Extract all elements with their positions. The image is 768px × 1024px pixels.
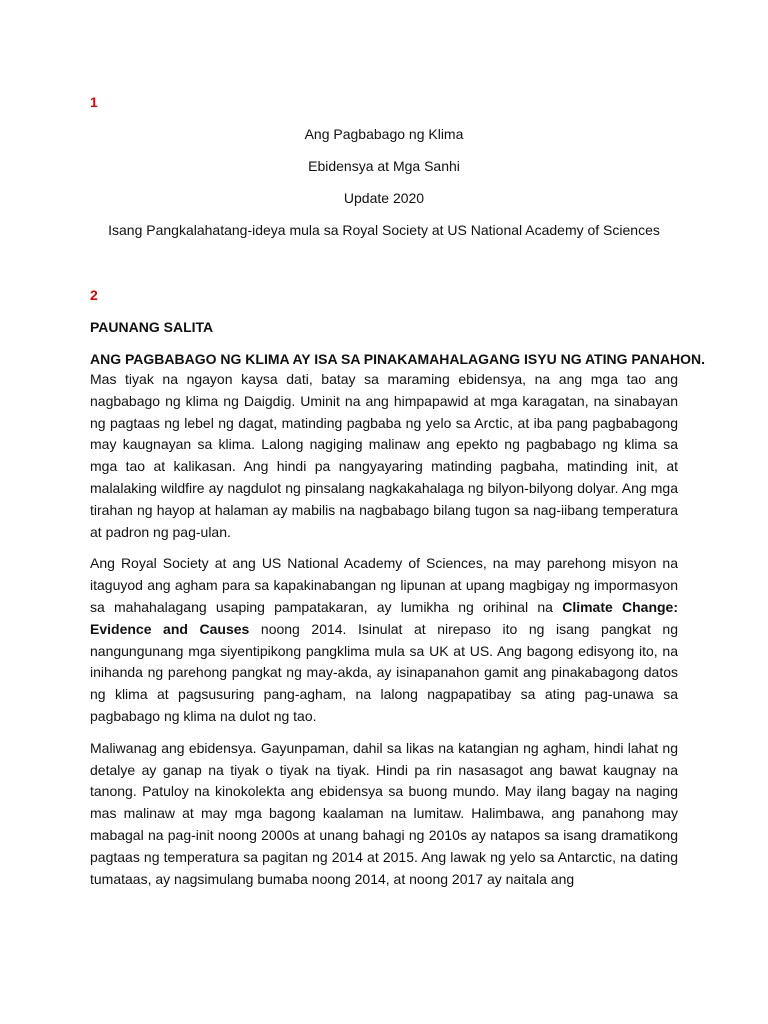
document-subtitle: Ebidensya at Mga Sanhi	[308, 158, 460, 174]
paragraph-2-text-b: noong 2014. Isinulat at nirepaso ito ng isang pangkat ng nangungunang mga siyentipikong pangklima mula sa UK at US. Ang bagong edisyong ito, na inihanda ng parehong pangkat ng may-akda, ay isinapanahon gamit ang pinakabagong datos ng klima at pagsusuring pang-agham, na lalong nagpapatibay sa ating pag-unawa sa pagbabago ng klima na dulot ng tao.	[90, 620, 678, 724]
title-block	[90, 124, 678, 240]
document-update: Update 2020	[343, 190, 425, 206]
paragraph-3: Maliwanag ang ebidensya. Gayunpaman, dahil sa likas na katangian ng agham, hindi lahat ng detalye ay ganap na tiyak o tiyak na tiyak. Hindi pa rin nasasagot ang bawat kaugnay na tanong. Patuloy na kinokolekta ang ebidensya sa buong mundo. May ilang bagay na naging mas malinaw at may mga bagong kaalaman na lumitaw. Halimbawa, ang panahong may mabagal na pag-init noong 2000s at unang bahagi ng 2010s ay natapos sa isang dramatikong pagtaas ng temperatura sa pagitan ng 2014 at 2015. Ang lawak ng yelo sa Antarctic, na dating tumataas, ay nagsimulang bumaba noong 2014, at noong 2017 ay naitala ang	[90, 739, 678, 887]
document-description: Isang Pangkalahatang-ideya mula sa Royal Society at US National Academy of Sciences	[108, 222, 660, 238]
paragraph-2	[90, 553, 678, 727]
page-number-2: 2	[90, 287, 98, 303]
page-number-1: 1	[90, 94, 98, 110]
document-page	[90, 92, 705, 890]
section-subheading: ANG PAGBABAGO NG KLIMA AY ISA SA PINAKAMAHALAGANG ISYU NG ATING PANAHON.	[90, 351, 705, 367]
paragraph-2-text-a: Ang Royal Society at ang US National Academy of Sciences, na may parehong misyon na itaguyod ang agham para sa kapakinabangan ng lipunan at upang magbigay ng impormasyon sa mahahalagang usaping pampatakaran, ay lumikha ng orihinal na	[90, 555, 678, 615]
section-heading: PAUNANG SALITA	[90, 319, 214, 335]
paragraph-2-bold-title: Climate Change: Evidence and Causes	[90, 598, 679, 637]
document-title: Ang Pagbabago ng Klima	[304, 126, 464, 142]
paragraph-1: Mas tiyak na ngayon kaysa dati, batay sa maraming ebidensya, na ang mga tao ang nagbabago ng klima ng Daigdig. Uminit na ang himpapawid at mga karagatan, na sinabayan ng pagtaas ng lebel ng dagat, matinding pagbaba ng yelo sa Arctic, at iba pang pagbabagong may kaugnayan sa klima. Lalong nagiging malinaw ang epekto ng pagbabago ng klima sa mga tao at kalikasan. Ang hindi pa nangyayaring matinding pagbaha, matinding init, at malalaking wildfire ay nagdulot ng pinsalang nagkakahalaga ng bilyon-bilyong dolyar. Ang mga tirahan ng hayop at halaman ay mabilis na nagbabago bilang tugon sa nag-iibang temperatura at padron ng pag-ulan.	[90, 371, 678, 540]
